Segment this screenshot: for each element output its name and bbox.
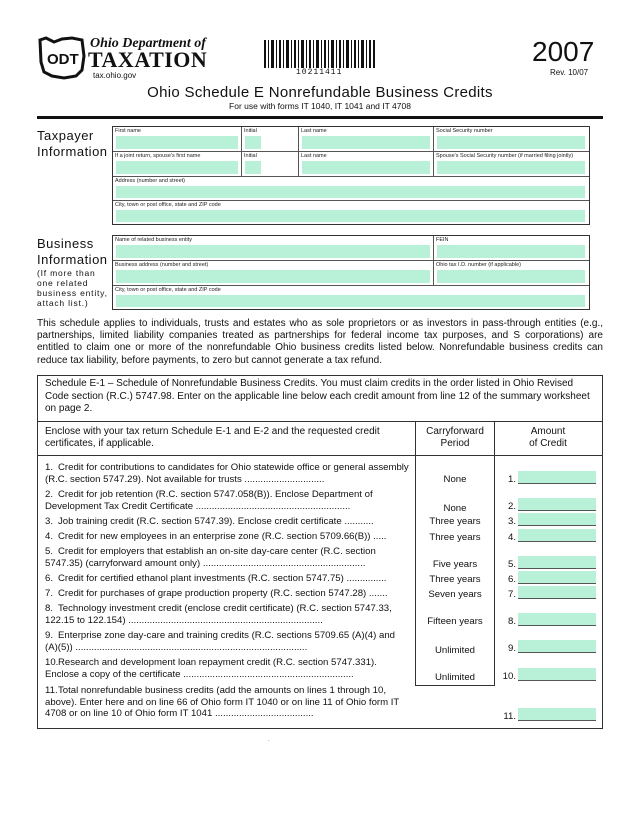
line-11-description: 11.Total nonrefundable business credits (add the amounts on lines 1 through 10, above). Enter here and on line 66 of Ohio form IT 1040 or on line 11 of Ohio form IT 4708 or on line 10 of Ohio form IT 1041 .....................................	[45, 685, 400, 720]
business-title-line2: Information	[37, 252, 108, 267]
business-section-title	[37, 236, 108, 268]
city-state-zip-field[interactable]: City, town or post office, state and ZIP code	[113, 201, 589, 224]
line-5-label: 5.	[507, 559, 516, 570]
line-8-label: 8.	[507, 616, 516, 627]
barcode	[264, 40, 376, 68]
spouse-initial-field[interactable]: Initial	[242, 152, 297, 176]
department-taxation: TAXATION	[88, 47, 208, 72]
line-10-period: Unlimited	[435, 672, 475, 683]
line-5-description: 5. Credit for employers that establish an on-site day-care center (R.C. section 5747.35) (carryforward amount only) .............................................................	[45, 546, 376, 569]
ohio-state-outline-icon	[38, 36, 86, 80]
line-4-description: 4. Credit for new employees in an enterprise zone (R.C. section 5709.66(B)) .....	[45, 531, 387, 542]
line-6-label: 6.	[507, 574, 516, 585]
line-9-label: 9.	[507, 643, 516, 654]
line-2-description: 2. Credit for job retention (R.C. section 5747.058(B)). Enclose Department of Development Tax Credit Certificate ..........................................................	[45, 489, 373, 512]
barcode-number: 10211411	[296, 68, 343, 77]
line-2-label: 2.	[507, 501, 516, 512]
line-3-description: 3. Job training credit (R.C. section 5747.39). Enclose credit certificate ...........	[45, 516, 374, 527]
revision-date: Rev. 10/07	[550, 68, 589, 77]
spouse-first-name-field[interactable]: If a joint return, spouse's first name	[113, 152, 241, 176]
business-section-note: (If more than one related business entity, attach list.)	[37, 268, 108, 308]
line-9-description: 9. Enterprise zone day-care and training credits (R.C. sections 5709.65 (A)(4) and (A)(5)) .......................................................................................	[45, 630, 396, 653]
line-5-period: Five years	[432, 559, 478, 570]
entity-name-field[interactable]: Name of related business entity	[113, 236, 433, 260]
spouse-last-name-field[interactable]: Last name	[299, 152, 433, 176]
form-subtitle: For use with forms IT 1040, IT 1041 and IT 4708	[229, 101, 411, 111]
svg-text:ODT: ODT	[47, 51, 79, 68]
line-3-amount-input[interactable]	[518, 513, 596, 526]
taxpayer-section-title	[37, 128, 108, 160]
line-7-label: 7.	[507, 589, 516, 600]
line-11-amount-input[interactable]	[518, 708, 596, 721]
taxpayer-title-line1: Taxpayer	[37, 128, 94, 143]
spouse-ssn-field[interactable]: Spouse's Social Security number (if married filing jointly)	[434, 152, 588, 176]
line-8-description: 8. Technology investment credit (enclose credit certificate) (R.C. section 5747.33, 122.15 to 122.154) .........................................................................	[45, 603, 392, 626]
line-10-label: 10.	[502, 671, 516, 682]
line-9-period: Unlimited	[435, 645, 475, 656]
line-9-amount-input[interactable]	[518, 640, 596, 653]
ssn-field[interactable]: Social Security number	[434, 127, 588, 151]
ohio-tax-id-field[interactable]: Ohio tax I.D. number (if applicable)	[434, 261, 588, 285]
column-period-header: Carryforward Period	[426, 426, 484, 449]
line-3-period: Three years	[429, 516, 481, 527]
department-name: Ohio Department of	[90, 36, 206, 51]
line-6-amount-input[interactable]	[518, 571, 596, 584]
line-1-amount-input[interactable]	[518, 471, 596, 484]
website-url: tax.ohio.gov	[93, 71, 137, 80]
form-title: Ohio Schedule E Nonrefundable Business Credits	[147, 84, 493, 101]
initial-field[interactable]: Initial	[242, 127, 297, 151]
line-7-description: 7. Credit for purchases of grape production property (R.C. section 5747.28) .......	[45, 588, 388, 599]
line-3-label: 3.	[507, 516, 516, 527]
line-8-amount-input[interactable]	[518, 613, 596, 626]
line-2-period: None	[443, 503, 467, 514]
line-8-period: Fifteen years	[427, 616, 483, 627]
line-11-label: 11.	[503, 711, 516, 722]
line-4-label: 4.	[507, 532, 516, 543]
footer-mark: .	[268, 737, 270, 743]
line-7-period: Seven years	[428, 589, 482, 600]
line-6-description: 6. Credit for certified ethanol plant investments (R.C. section 5747.75) ...............	[45, 573, 387, 584]
line-4-period: Three years	[429, 532, 481, 543]
column-description-header: Enclose with your tax return Schedule E-1 and E-2 and the requested credit certificates, if applicable.	[45, 426, 380, 449]
line-10-description: 10.Research and development loan repayment credit (R.C. section 5747.331). Enclose a copy of the certificate ................................................................	[45, 657, 377, 680]
header-rule	[37, 116, 603, 119]
taxpayer-info-box	[112, 126, 590, 225]
line-6-period: Three years	[429, 574, 481, 585]
business-info-box	[112, 235, 590, 310]
line-7-amount-input[interactable]	[518, 586, 596, 599]
line-1-description: 1. Credit for contributions to candidates for Ohio statewide office or general assembly (R.C. section 5747.29). Not available for trusts ..............................	[45, 462, 409, 485]
line-1-period: None	[443, 474, 467, 485]
taxpayer-title-line2: Information	[37, 144, 108, 159]
address-field[interactable]: Address (number and street)	[113, 177, 589, 200]
business-city-field[interactable]: City, town or post office, state and ZIP code	[113, 286, 589, 309]
line-4-amount-input[interactable]	[518, 529, 596, 542]
fein-field[interactable]: FEIN	[434, 236, 588, 260]
business-title-line1: Business	[37, 236, 94, 251]
intro-paragraph: This schedule applies to individuals, trusts and estates who as sole proprietors or as investors in pass-through entities (e.g., partnerships, limited liability companies treated as partnerships for federal income tax purposes, and S corporations) are entitled to claim one or more of the nonrefundable Ohio business credits listed below. Nonrefundable business credits can reduce tax liability, before payments, to zero but cannot generate a tax refund.	[37, 318, 603, 366]
first-name-field[interactable]: First name	[113, 127, 241, 151]
last-name-field[interactable]: Last name	[299, 127, 433, 151]
line-10-amount-input[interactable]	[518, 668, 596, 681]
business-address-field[interactable]: Business address (number and street)	[113, 261, 433, 285]
column-amount-header: Amount of Credit	[529, 426, 567, 449]
schedule-e1-heading: Schedule E-1 – Schedule of Nonrefundable Business Credits. You must claim credits in the order listed in Ohio Revised Code section (R.C.) 5747.98. Enter on the applicable line below each credit amount from line 12 of the summary worksheet on page 2.	[45, 378, 590, 414]
line-1-label: 1.	[507, 474, 516, 485]
line-2-amount-input[interactable]	[518, 498, 596, 511]
line-5-amount-input[interactable]	[518, 556, 596, 569]
tax-year: 2007	[532, 36, 595, 67]
